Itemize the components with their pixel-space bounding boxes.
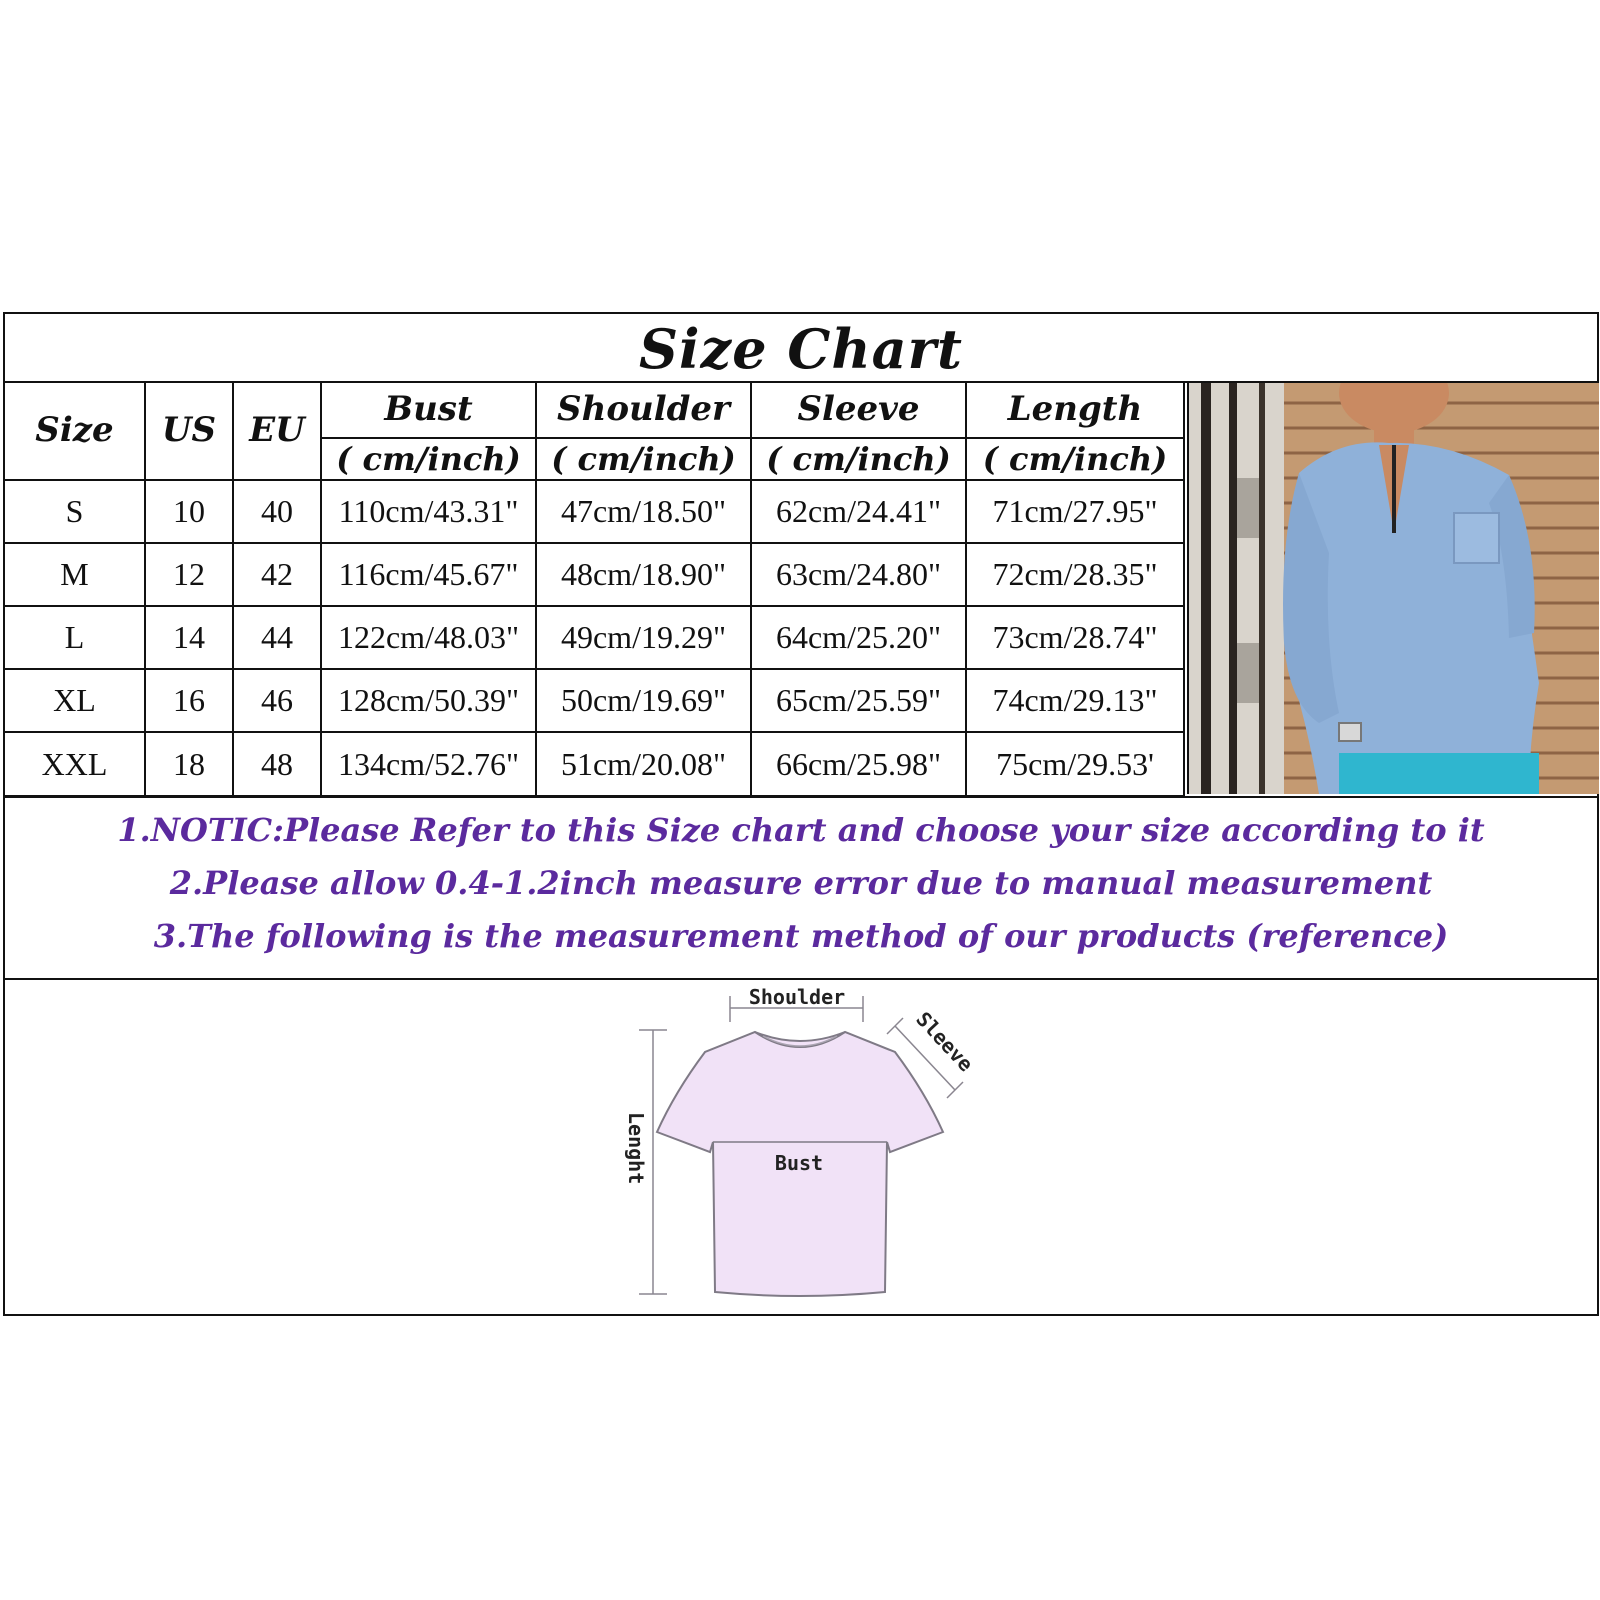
size-table — [5, 381, 1185, 797]
unit-length: ( cm/inch) — [966, 438, 1184, 480]
chart-title: Size Chart — [639, 317, 963, 381]
cell-sleeve: 64cm/25.20" — [751, 606, 966, 669]
cell-length: 74cm/29.13" — [966, 669, 1184, 732]
note-1: 1.NOTIC:Please Refer to this Size chart and choose your size according to it — [117, 811, 1485, 849]
header-length: Length — [966, 381, 1184, 438]
table-row — [5, 732, 1184, 796]
header-shoulder: Shoulder — [536, 381, 751, 438]
note-2: 2.Please allow 0.4-1.2inch measure error due to manual measurement — [169, 864, 1433, 902]
cell-eu: 48 — [233, 732, 321, 796]
bust-label: Bust — [774, 1151, 824, 1175]
model-photo-illustration — [1189, 383, 1599, 794]
cell-eu: 40 — [233, 480, 321, 543]
cell-bust: 122cm/48.03" — [321, 606, 536, 669]
product-photo — [1187, 383, 1599, 794]
cell-size: M — [5, 543, 145, 606]
cell-shoulder: 47cm/18.50" — [536, 480, 751, 543]
header-eu: EU — [233, 381, 321, 480]
cell-us: 12 — [145, 543, 233, 606]
cell-shoulder: 49cm/19.29" — [536, 606, 751, 669]
cell-size: XXL — [5, 732, 145, 796]
unit-bust: ( cm/inch) — [321, 438, 536, 480]
cell-sleeve: 63cm/24.80" — [751, 543, 966, 606]
cell-us: 10 — [145, 480, 233, 543]
cell-eu: 44 — [233, 606, 321, 669]
unit-shoulder: ( cm/inch) — [536, 438, 751, 480]
measurement-diagram — [605, 982, 1005, 1312]
cell-size: S — [5, 480, 145, 543]
unit-sleeve: ( cm/inch) — [751, 438, 966, 480]
header-us: US — [145, 381, 233, 480]
notes-section — [5, 796, 1597, 980]
cell-shoulder: 51cm/20.08" — [536, 732, 751, 796]
header-size: Size — [5, 381, 145, 480]
length-label: Lenght — [624, 1112, 648, 1185]
header-bust: Bust — [321, 381, 536, 438]
shoulder-label: Shoulder — [748, 985, 846, 1009]
door-frame — [1189, 383, 1284, 794]
cell-bust: 110cm/43.31" — [321, 480, 536, 543]
cell-shoulder: 48cm/18.90" — [536, 543, 751, 606]
table-row — [5, 480, 1184, 543]
sleeve-label: Sleeve — [911, 1007, 979, 1077]
cell-length: 71cm/27.95" — [966, 480, 1184, 543]
cell-eu: 46 — [233, 669, 321, 732]
cell-sleeve: 66cm/25.98" — [751, 732, 966, 796]
cell-length: 72cm/28.35" — [966, 543, 1184, 606]
cell-size: XL — [5, 669, 145, 732]
cell-bust: 128cm/50.39" — [321, 669, 536, 732]
table-row — [5, 543, 1184, 606]
title-bar — [5, 314, 1597, 383]
size-chart — [3, 312, 1599, 1316]
cell-us: 16 — [145, 669, 233, 732]
cell-bust: 116cm/45.67" — [321, 543, 536, 606]
cell-us: 18 — [145, 732, 233, 796]
table-row — [5, 606, 1184, 669]
table-row — [5, 669, 1184, 732]
cell-sleeve: 65cm/25.59" — [751, 669, 966, 732]
cell-size: L — [5, 606, 145, 669]
header-sleeve: Sleeve — [751, 381, 966, 438]
cell-length: 75cm/29.53' — [966, 732, 1184, 796]
note-3: 3.The following is the measurement method of our products (reference) — [153, 917, 1449, 955]
cell-shoulder: 50cm/19.69" — [536, 669, 751, 732]
cell-sleeve: 62cm/24.41" — [751, 480, 966, 543]
table-header-row — [5, 381, 1184, 438]
cell-us: 14 — [145, 606, 233, 669]
cell-bust: 134cm/52.76" — [321, 732, 536, 796]
cell-length: 73cm/28.74" — [966, 606, 1184, 669]
cell-eu: 42 — [233, 543, 321, 606]
